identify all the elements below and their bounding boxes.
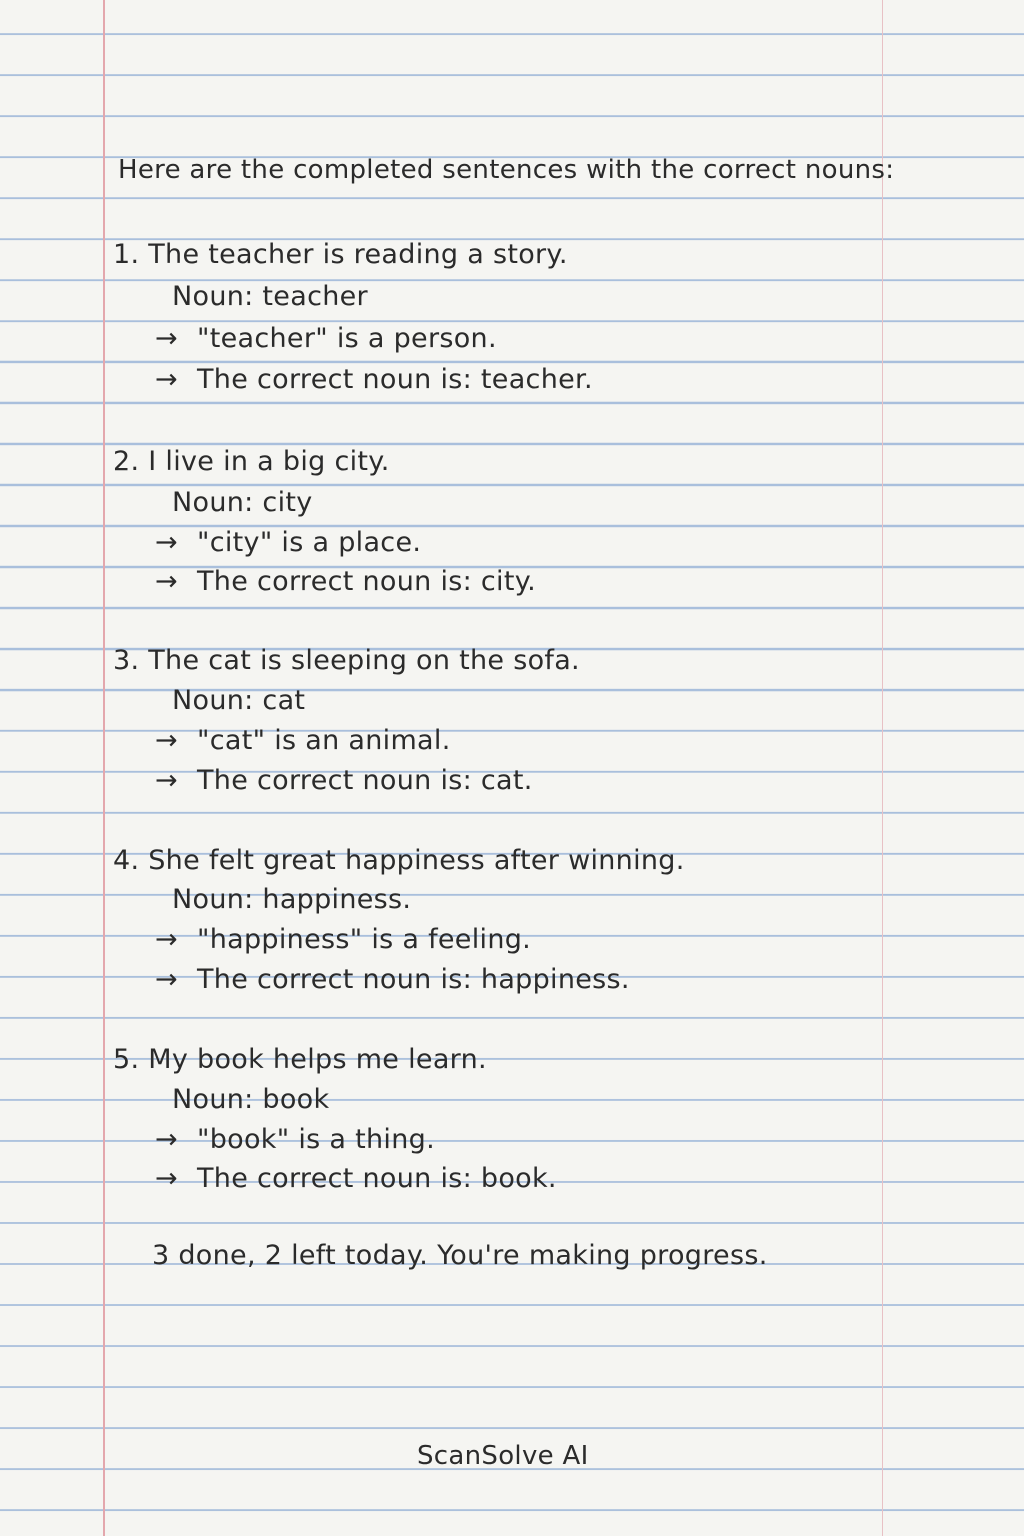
item-3-reason: "cat" is an animal. — [197, 725, 451, 756]
arrow-right-icon: → — [155, 1163, 178, 1194]
item-4-answer: The correct noun is: happiness. — [197, 964, 630, 995]
arrow-right-icon: → — [155, 364, 178, 395]
item-4-sentence: 4. She felt great happiness after winning. — [113, 845, 685, 876]
arrow-right-icon: → — [155, 924, 178, 955]
item-2-answer: The correct noun is: city. — [197, 566, 537, 597]
item-3-reason-row — [155, 721, 451, 761]
arrow-right-icon: → — [155, 323, 178, 354]
item-5-answer: The correct noun is: book. — [197, 1163, 557, 1194]
arrow-right-icon: → — [155, 1124, 178, 1155]
item-5-reason-row — [155, 1120, 435, 1160]
arrow-right-icon: → — [155, 765, 178, 796]
item-4-reason-row — [155, 920, 531, 960]
item-1-answer-row — [155, 360, 593, 400]
item-4-answer-row — [155, 960, 630, 1000]
item-1-reason: "teacher" is a person. — [197, 323, 497, 354]
item-1-sentence: 1. The teacher is reading a story. — [113, 239, 568, 270]
item-2-reason: "city" is a place. — [197, 527, 422, 558]
arrow-right-icon: → — [155, 566, 178, 597]
item-2-reason-row — [155, 523, 421, 563]
item-1-reason-row — [155, 319, 497, 359]
arrow-right-icon: → — [155, 964, 178, 995]
left-margin-line — [103, 0, 105, 1536]
item-3-sentence: 3. The cat is sleeping on the sofa. — [113, 645, 580, 676]
arrow-right-icon: → — [155, 527, 178, 558]
item-5-reason: "book" is a thing. — [197, 1124, 435, 1155]
item-4-reason: "happiness" is a feeling. — [197, 924, 532, 955]
item-3-noun: Noun: cat — [172, 685, 306, 716]
item-5-sentence: 5. My book helps me learn. — [113, 1044, 487, 1075]
item-1-answer: The correct noun is: teacher. — [197, 364, 593, 395]
item-5-answer-row — [155, 1159, 557, 1199]
footer-brand: ScanSolve AI — [417, 1441, 589, 1471]
item-2-sentence: 2. I live in a big city. — [113, 446, 390, 477]
intro-text: Here are the completed sentences with the correct nouns: — [118, 155, 895, 185]
arrow-right-icon: → — [155, 725, 178, 756]
progress-note: 3 done, 2 left today. You're making progress. — [152, 1240, 768, 1271]
item-3-answer-row — [155, 761, 533, 801]
item-3-answer: The correct noun is: cat. — [197, 765, 533, 796]
item-2-noun: Noun: city — [172, 487, 313, 518]
item-5-noun: Noun: book — [172, 1084, 330, 1115]
item-1-noun: Noun: teacher — [172, 281, 368, 312]
right-margin-line — [882, 0, 883, 1536]
item-4-noun: Noun: happiness. — [172, 884, 412, 915]
item-2-answer-row — [155, 562, 536, 602]
